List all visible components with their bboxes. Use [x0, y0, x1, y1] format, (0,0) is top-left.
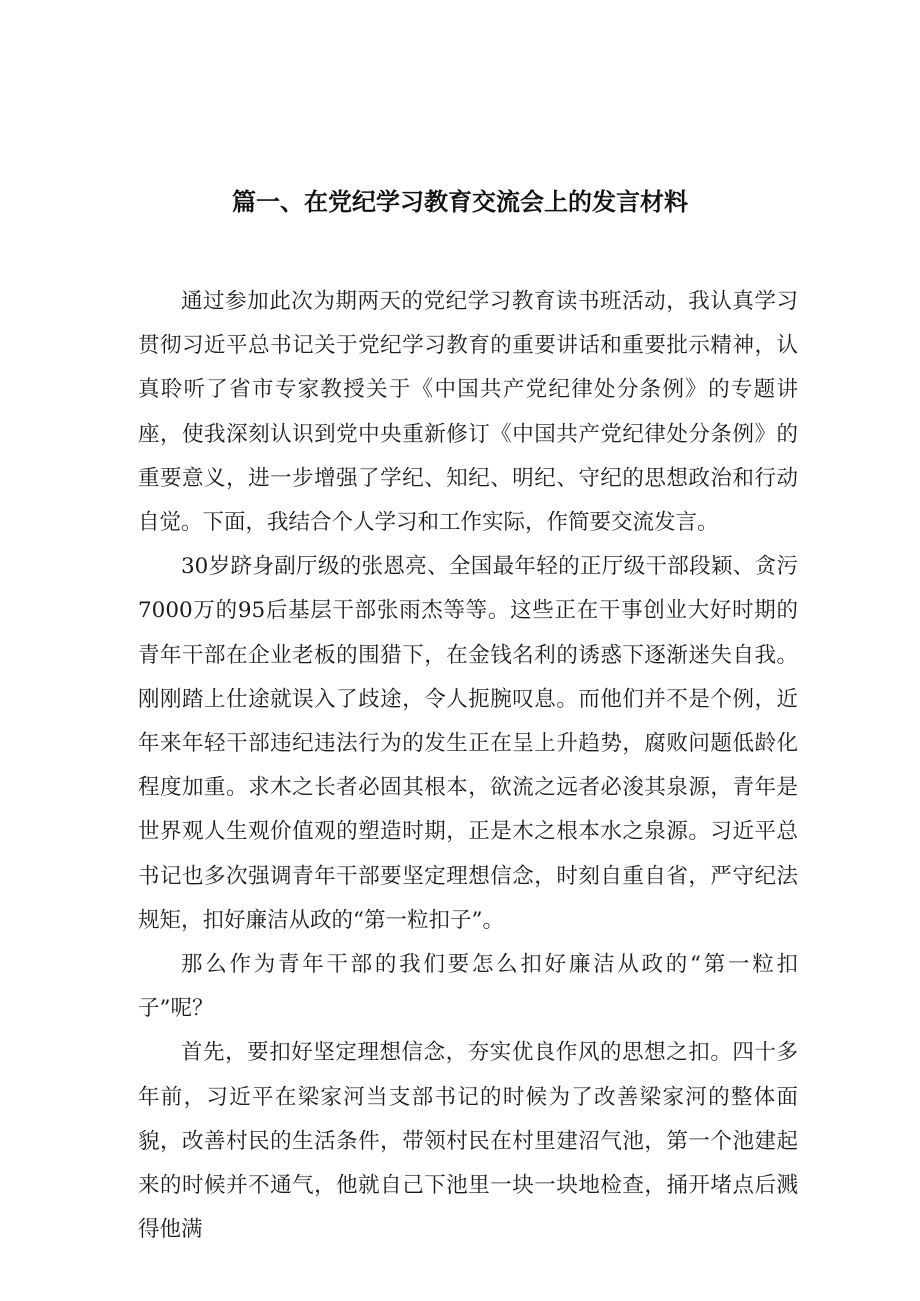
document-body: [138, 280, 798, 1252]
paragraph: 通过参加此次为期两天的党纪学习教育读书班活动，我认真学习贯彻习近平总书记关于党纪学习教育的重要讲话和重要批示精神，认真聆听了省市专家教授关于《中国共产党纪律处分条例》的专题讲座，使我深刻认识到党中央重新修订《中国共产党纪律处分条例》的重要意义，进一步增强了学纪、知纪、明纪、守纪的思想政治和行动自觉。下面，我结合个人学习和工作实际，作简要交流发言。: [138, 289, 798, 536]
paragraph: 首先，要扣好坚定理想信念，夯实优良作风的思想之扣。四十多年前，习近平在梁家河当支部书记的时候为了改善梁家河的整体面貌，改善村民的生活条件，带领村民在村里建沼气池，第一个池建起来的时候并不通气，他就自己下池里一块一块地检查，捅开堵点后溅得他满: [138, 1040, 798, 1243]
document-title: 篇一、在党纪学习教育交流会上的发言材料: [232, 188, 688, 216]
paragraph: 那么作为青年干部的我们要怎么扣好廉洁从政的“第一粒扣子”呢？: [138, 952, 798, 1022]
paragraph: 30岁跻身副厅级的张恩亮、全国最年轻的正厅级干部段颖、贪污7000万的95后基层干部张雨杰等等。这些正在干事创业大好时期的青年干部在企业老板的围猎下，在金钱名利的诱惑下逐渐迷失自我。刚刚踏上仕途就误入了歧途，令人扼腕叹息。而他们并不是个例，近年来年轻干部违纪违法行为的发生正在呈上升趋势，腐败问题低龄化程度加重。求木之长者必固其根本，欲流之远者必浚其泉源，青年是世界观人生观价值观的塑造时期，正是木之根本水之泉源。习近平总书记也多次强调青年干部要坚定理想信念，时刻自重自省，严守纪法规矩，扣好廉洁从政的“第一粒扣子”。: [138, 554, 798, 933]
